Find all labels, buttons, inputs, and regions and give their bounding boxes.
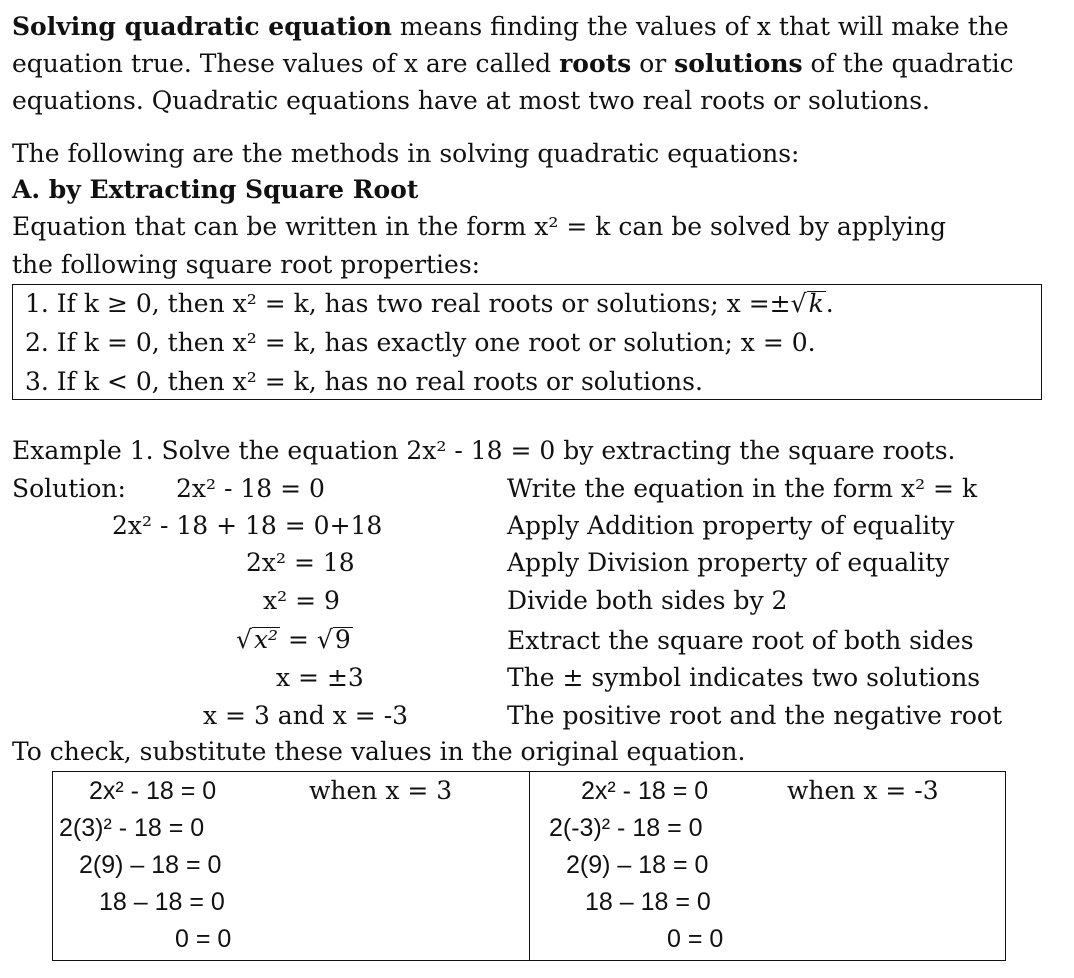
properties-box [12, 284, 1042, 400]
right-row-1: 2(-3)² - 18 = 0 [549, 814, 703, 842]
step-3-equation: 2x² = 18 [246, 548, 355, 577]
step-5-equals: = [280, 625, 317, 654]
step-3-note: Apply Division property of equality [507, 548, 950, 577]
intro-paragraph [12, 8, 1062, 119]
left-row-4: 0 = 0 [175, 925, 232, 953]
property-3: 3. If k < 0, then x² = k, has no real roots or solutions. [25, 367, 703, 396]
step-4-equation: x² = 9 [263, 586, 340, 615]
term-solutions: solutions [674, 49, 803, 78]
method-a-desc-line1: Equation that can be written in the form x² = k can be solved by applying [12, 212, 946, 241]
right-row-2: 2(9) – 18 = 0 [566, 851, 709, 879]
radical-sign: √ [236, 625, 252, 654]
left-row-2: 2(9) – 18 = 0 [79, 851, 222, 879]
intro-text-3: of the quadratic equations. Quadratic equations have at most two real roots or solutions. [12, 49, 1014, 115]
property-1-radicand: k [808, 289, 824, 318]
right-row-4: 0 = 0 [667, 925, 724, 953]
methods-intro: The following are the methods in solving quadratic equations: [12, 139, 800, 168]
step-6-equation: x = ±3 [276, 663, 364, 692]
step-6-note: The ± symbol indicates two solutions [507, 663, 981, 692]
step-7-note: The positive root and the negative root [507, 701, 1003, 730]
right-header-equation: 2x² - 18 = 0 [581, 777, 709, 805]
step-1-equation: 2x² - 18 = 0 [176, 474, 325, 503]
check-text: To check, substitute these values in the original equation. [12, 737, 746, 766]
property-1-text: 1. If k ≥ 0, then x² = k, has two real roots or solutions; x =± [25, 289, 791, 318]
left-header-equation: 2x² - 18 = 0 [89, 777, 217, 805]
check-table [52, 771, 1006, 961]
left-header-when: when x = 3 [309, 776, 453, 805]
step-2-equation: 2x² - 18 + 18 = 0+18 [112, 511, 383, 540]
left-row-1: 2(3)² - 18 = 0 [59, 814, 205, 842]
step-5-note: Extract the square root of both sides [507, 626, 974, 655]
term-roots: roots [559, 49, 632, 78]
left-row-3: 18 – 18 = 0 [99, 888, 225, 916]
property-1-end: . [825, 289, 834, 318]
step-5-radicand-right: 9 [334, 625, 351, 654]
step-7-equation: x = 3 and x = -3 [203, 701, 409, 730]
method-a-heading: A. by Extracting Square Root [12, 175, 419, 204]
intro-text-2: or [631, 49, 675, 78]
step-4-note: Divide both sides by 2 [507, 586, 788, 615]
method-a-desc-line2: the following square root properties: [12, 250, 481, 279]
example-title: Example 1. Solve the equation 2x² - 18 = 0 by extracting the square roots. [12, 436, 956, 465]
property-1 [25, 289, 834, 319]
step-5-radicand-left: x² [253, 625, 279, 654]
right-row-3: 18 – 18 = 0 [585, 888, 711, 916]
radical-sign: √ [316, 625, 333, 654]
solution-label: Solution: [12, 474, 126, 503]
radical-sign: √ [790, 289, 807, 318]
table-divider [529, 772, 530, 960]
step-2-note: Apply Addition property of equality [507, 511, 955, 540]
property-2: 2. If k = 0, then x² = k, has exactly one root or solution; x = 0. [25, 328, 816, 357]
right-header-when: when x = -3 [787, 776, 939, 805]
step-1-note: Write the equation in the form x² = k [507, 474, 978, 503]
step-5-equation [236, 625, 353, 655]
intro-text-1: means finding the values of x that will make the equation true. These values of x are called [12, 12, 1009, 78]
term-solving-quadratic: Solving quadratic equation [12, 12, 392, 41]
